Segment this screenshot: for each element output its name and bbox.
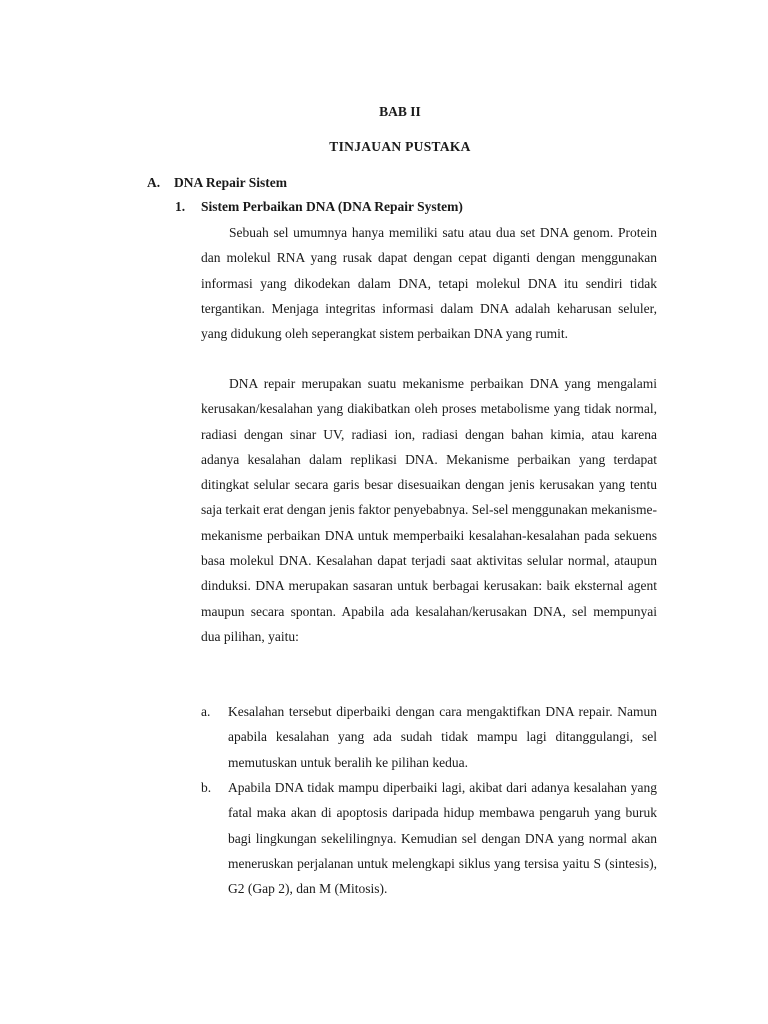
- section-title: DNA Repair Sistem: [174, 175, 287, 190]
- list-marker: a.: [201, 704, 211, 719]
- paragraph: Sebuah sel umumnya hanya memiliki satu atau dua set DNA genom. Protein dan molekul RNA yang rusak dapat dengan cepat diganti dengan menggunakan informasi yang dikodekan dalam DNA, tetapi molekul DNA itu sendiri tidak tergantikan. Menjaga integritas informasi dalam DNA adalah keharusan seluler, yang didukung oleh seperangkat sistem perbaikan DNA yang rumit.: [201, 225, 657, 342]
- list-item-text: Kesalahan tersebut diperbaiki dengan cara mengaktifkan DNA repair. Namun apabila kesalahan yang ada sudah tidak mampu lagi ditanggulangi, sel memutuskan untuk beralih ke pilihan kedua.: [228, 704, 657, 770]
- paragraph: DNA repair merupakan suatu mekanisme perbaikan DNA yang mengalami kerusakan/kesalahan yang diakibatkan oleh proses metabolisme yang tidak normal, radiasi dengan sinar UV, radiasi ion, radiasi dengan bahan kimia, atau karena adanya kesalahan dalam replikasi DNA. Mekanisme perbaikan yang terdapat ditingkat selular secara garis besar disesuaikan dengan jenis kerusakan yang tentu saja terkait erat dengan jenis faktor penyebabnya. Sel-sel menggunakan mekanisme-mekanisme perbaikan DNA untuk memperbaiki kesalahan-kesalahan pada sekuens basa molekul DNA. Kesalahan dapat terjadi saat aktivitas selular normal, ataupun dinduksi. DNA merupakan sasaran untuk berbagai kerusakan: baik eksternal agent maupun secara spontan. Apabila ada kesalahan/kerusakan DNA, sel mempunyai dua pilihan, yaitu:: [201, 376, 657, 644]
- list-item: [201, 775, 657, 901]
- list-item: [201, 699, 657, 775]
- list-marker: b.: [201, 780, 212, 795]
- subsection-title: Sistem Perbaikan DNA (DNA Repair System): [201, 199, 463, 214]
- chapter-heading: BAB II: [379, 104, 421, 119]
- subsection-marker: 1.: [175, 199, 186, 214]
- list-item-text: Apabila DNA tidak mampu diperbaiki lagi, akibat dari adanya kesalahan yang fatal maka akan di apoptosis daripada hidup membawa pengaruh yang buruk bagi lingkungan sekelilingnya. Kemudian sel dengan DNA yang normal akan meneruskan perjalanan untuk melengkapi siklus yang tersisa yaitu S (sintesis), G2 (Gap 2), dan M (Mitosis).: [228, 780, 657, 897]
- section-marker: A.: [147, 175, 161, 190]
- chapter-title: TINJAUAN PUSTAKA: [329, 139, 471, 154]
